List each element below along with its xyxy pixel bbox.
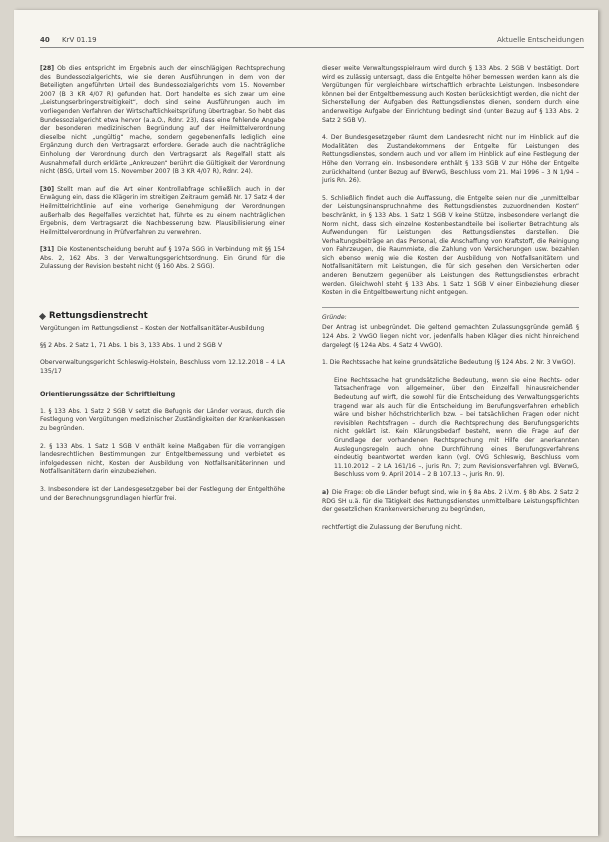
reasons-block <box>322 307 579 532</box>
journal-issue: KrV 01.19 <box>62 36 97 44</box>
page-number: 40 <box>40 36 50 44</box>
item-label: a) <box>322 488 329 496</box>
reason-a-conclusion: rechtfertigt die Zulassung der Berufung nicht. <box>322 523 463 531</box>
item-text: Die Frage: ob die Länder befugt sind, wie in § 8a Abs. 2 i.V.m. § 8b Abs. 2 Satz 2 RDG SH u.ä. für die Tätigkeit des Rettungsdienstes unmittelbare Leistungspflichten der gesetzlichen Krankenversicherung zu begründen, <box>322 488 579 514</box>
left-column <box>40 65 285 512</box>
guideline-5: 5. Schließlich findet auch die Auffassung, die Entgelte seien nur die „unmittelbar der Leistungsinanspruchnahme des Rettungsdienstes zuzuordnenden Kosten“ beschränkt, in § 133 Abs. 1 Satz 1 SGB V keine Stütze, insbesondere verlangt die Norm nicht, dass sich einzelne Kostenbestandteile bei isolierter Betrachtung als Aufwendungen für Leistungen des Rettungsdienstes darstellen. Die Verhaltungsbeiträge an das Personal, die Anschaffung von Kraftstoff, die Reinigung von Fahrzeugen, die Raummiete, die Zahlung von Versicherungen usw. bezahlen sich ebenso wenig wie die Kosten der Ausbildung von Notfallsanitätern und Notfallsanitätern mit Leistungen, die für sich gesehen den Versicherten oder anderen Benutzern gegenüber als Leistungen des Rettungsdienstes erbracht werden. Gleichwohl steht § 133 Abs. 1 Satz 1 SGB V einer Einbeziehung dieser Kosten in die Entgeltbewertung nicht entgegen. <box>322 194 579 297</box>
reasons-label: Gründe: <box>322 313 347 321</box>
guideline-continued: dieser weite Verwaltungsspielraum wird durch § 133 Abs. 2 SGB V bestätigt. Dort wird es zulässig untersagt, dass die Entgelte höher bemessen werden kann als die Vergütungen für vergleichbare wirtschaftlich erbrachte Leistungen. Insbesondere können bei der Entgeltbemessung auch Kosten berücksichtigt werden, die nicht der Sicherstellung der Aufgaben des Rettungsdienstes dienen, sondern durch eine anderweitige Aufgabe der Einrichtung bedingt sind (unter Bezug auf § 133 Abs. 2 Satz 2 SGB V). <box>322 65 579 124</box>
decision-subtitle: Vergütungen im Rettungsdienst – Kosten der Notfallsanitäter-Ausbildung <box>40 324 265 332</box>
page-header <box>40 32 584 50</box>
paragraph-text: Die Kostenentscheidung beruht auf § 197a SGG in Verbindung mit §§ 154 Abs. 2, 162 Abs. 3 der Verwaltungsgerichtsordnung. Ein Grund für die Zulassung der Revision besteht nicht (§ 160 Abs. 2 SGG). <box>40 246 285 271</box>
court-reference: Oberverwaltungsgericht Schleswig-Holstein, Beschluss vom 12.12.2018 – 4 LA 135/17 <box>40 359 285 375</box>
paragraph-text: Stellt man auf die Art einer Kontrollabfrage schließlich auch in der Erwägung ein, dass die Klägerin im streitigen Zeitraum gemäß Nr. 17 Satz 4 der Heilmittelrichtlinie auf eine vorherige Genehmigung der Verordnungen außerhalb des Regelfalles verzichtet hat, führte es zu einem nachträglichen Ergebnis, dem Vertragsarzt die Nachbesserung bzw. Plausibilisierung einer Heilmittelverordnung in Prüfverfahren zu verwehren. <box>40 185 285 236</box>
reasons-intro: Der Antrag ist unbegründet. Die geltend gemachten Zulassungsgründe gemäß § 124 Abs. 2 VwGO liegen nicht vor, jedenfalls haben Kläger dies nicht hinreichend dargelegt (§ 124a Abs. 4 Satz 4 VwGO). <box>322 324 579 349</box>
paragraph-30 <box>40 186 285 238</box>
guideline-2: 2. § 133 Abs. 1 Satz 1 SGB V enthält keine Maßgaben für die vorrangigen landesrechtlichen Bestimmungen zur Entgeltbemessung und verbietet es infolgedessen nicht, Kosten der Ausbildung von Notfallsanitäterinnen und Notfallsanitätern darin einzubeziehen. <box>40 442 285 476</box>
reason-1: 1. Die Rechtssache hat keine grundsätzliche Bedeutung (§ 124 Abs. 2 Nr. 3 VwGO). <box>322 359 576 367</box>
document-page <box>14 10 598 836</box>
section-heading <box>40 312 285 321</box>
guidelines-heading: Orientierungssätze der Schriftleitung <box>40 390 176 399</box>
guideline-4: 4. Der Bundesgesetzgeber räumt dem Landesrecht nicht nur im Hinblick auf die Modalitäten des Zustandekommens der Entgelte für Leistungen des Rettungsdienstes, sondern auch und vor allem im Hinblick auf eine Festlegung der Höhe den Vorrang ein. Insbesondere enthält § 133 SGB V zur Höhe der Entgelte zurückhaltend (unter Bezug auf BVerwG, Beschluss vom 21. Mai 1996 – 3 N 1/94 – juris Rn. 26). <box>322 134 579 185</box>
paragraph-number: [30] <box>40 185 55 193</box>
reason-a <box>322 489 579 515</box>
header-rule <box>40 47 584 48</box>
paragraph-text: Ob dies entspricht im Ergebnis auch der einschlägigen Rechtsprechung des Bundessozialgerichts, wie sie deren Ausführungen in dem von der Beteiligten angeführten Urteil des Bundessozialgerichts vom 15. November 2007 (B 3 KR 4/07 R) gefunden hat. Dort handelte es sich zwar um eine „Leistungserbringerstreitigkeit“, doch sind seine Ausführungen auch im vorliegenden Verfahren der Wirtschaftlichkeitsprüfung übertragbar. So hebt das Bundessozialgericht etwa hervor (a.a.O., Rdnr. 23), dass eine fehlende Angabe der besonderen medizinischen Begründung auf der Heilmittelverordnung dieselbe nicht „ungültig“ mache, sondern gegebenenfalls lediglich eine Ergänzung durch den Vertragsarzt erfordere. Gerade auch die nachträgliche Einholung der Verordnung durch den Vertragsarzt als Regelfall statt als Ausnahmefall durch erklärte „Ankreuzen“ berührt die Gültigkeit der Verordnung nicht (BSG, Urteil vom 15. November 2007 (B 3 KR 4/07 R), Rdnr. 24). <box>40 65 285 176</box>
paragraph-number: [28] <box>40 65 55 72</box>
guideline-1: 1. § 133 Abs. 1 Satz 2 SGB V setzt die Befugnis der Länder voraus, durch die Festlegung von Vergütungen medizinischer Zuständigkeiten der Krankenkassen zu begründen. <box>40 407 285 433</box>
paragraph-28 <box>40 65 285 177</box>
norms-cited: §§ 2 Abs. 2 Satz 1, 71 Abs. 1 bis 3, 133 Abs. 1 und 2 SGB V <box>40 342 223 350</box>
paragraph-number: [31] <box>40 246 55 254</box>
guideline-3: 3. Insbesondere ist der Landesgesetzgeber bei der Festlegung der Entgelthöhe und der Berechnungsgrundlagen hierfür frei. <box>40 486 285 502</box>
right-column <box>322 65 579 541</box>
paragraph-31 <box>40 246 285 272</box>
diamond-bullet-icon <box>39 313 46 320</box>
section-label: Aktuelle Entscheidungen <box>496 36 584 44</box>
reason-1-body: Eine Rechtssache hat grundsätzliche Bedeutung, wenn sie eine Rechts- oder Tatsachenfrage von allgemeiner, über den Einzelfall hinausreichender Bedeutung auf wirft, die sowohl für die Entscheidung des Verwaltungsgerichts tragend war als auch für die Entscheidung im Berufungsverfahren erheblich wäre und bisher höchstrichterlich bzw. – bei tatsächlichen Fragen oder nicht revisiblen Rechtsfragen – durch die Rechtsprechung des Berufungsgerichts nicht geklärt ist. Kein Klärungsbedarf besteht, wenn die Frage auf der Grundlage der vorhandenen Rechtsprechung mit Hilfe der anerkannten Auslegungsregeln auch ohne Durchführung eines Berufungsverfahrens eindeutig beantwortet werden kann (vgl. OVG Schleswig, Beschluss vom 11.10.2012 – 2 LA 161/16 –, juris Rn. 7; zum Revisionsverfahren vgl. BVerwG, Beschluss vom 9. April 2014 – 2 B 107.13 –, juris Rn. 9). <box>334 376 579 479</box>
section-title: Rettungsdienstrecht <box>49 311 148 322</box>
